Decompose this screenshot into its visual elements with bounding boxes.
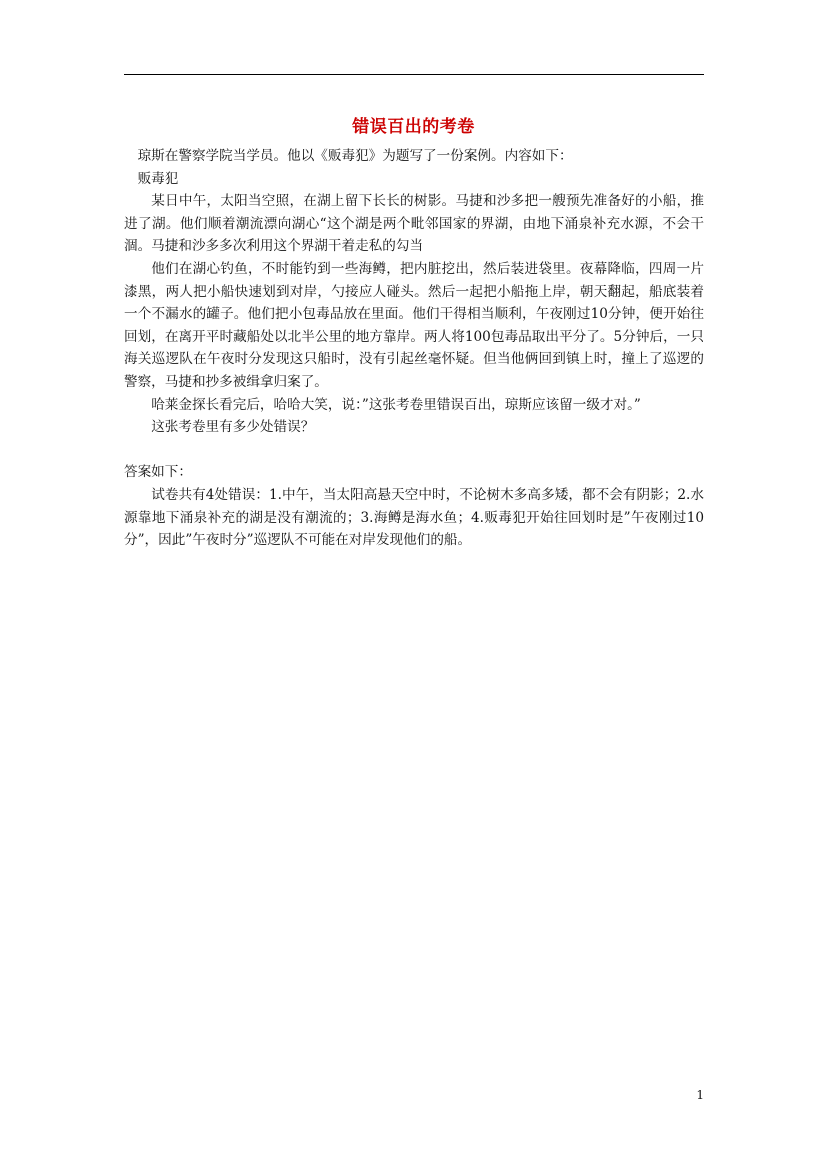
answer-paragraph: 试卷共有4处错误：1.中午，当太阳高悬天空中时，不论树木多高多矮，都不会有阴影；2.水源靠地下涌泉补充的湖是没有潮流的；3.海鳟是海水鱼；4.贩毒犯开始往回划时是”午夜刚过10分”，因此”午夜时分”巡逻队不可能在对岸发现他们的船。 (124, 486, 704, 549)
document-title: 错误百出的考卷 (352, 117, 475, 137)
story-paragraph-1: 某日中午，太阳当空照，在湖上留下长长的树影。马捷和沙多把一艘预先准备好的小船，推进了湖。他们顺着潮流漂向湖心“这个湖是两个毗邻国家的界湖，由地下涌泉补充水源，不会干涸。马捷和沙多多次利用这个界湖干着走私的勾当 (124, 193, 704, 255)
story-paragraph-2: 他们在湖心钓鱼，不时能钓到一些海鳟，把内脏挖出，然后装进袋里。夜幕降临，四周一片漆黑，两人把小船快速划到对岸，勺接应人碰头。然后一起把小船拖上岸，朝天翻起，船底装着一个不漏水的罐子。他们把小包毒品放在里面。他们干得相当顺利，午夜刚过10分钟，便开始往回划，在离开平时藏船处以北半公里的地方靠岸。两人将100包毒品取出平分了。5分钟后，一只海关巡逻队在午夜时分发现这只船时，没有引起丝毫怀疑。但当他俩回到镇上时，撞上了巡逻的警察，马捷和抄多被缉拿归案了。 (124, 260, 704, 390)
page-number: 1 (696, 1088, 704, 1102)
header-rule (124, 74, 704, 75)
answer-heading: 答案如下： (124, 464, 192, 481)
intro-paragraph: 琼斯在警察学院当学员。他以《贩毒犯》为题写了一份案例。内容如下： (137, 148, 573, 164)
document-body (124, 145, 704, 552)
story-paragraph-3: 哈莱金探长看完后，哈哈大笑，说：”这张考卷里错误百出，琼斯应该留一级才对。” (151, 396, 641, 413)
question-paragraph: 这张考卷里有多少处错误？ (151, 419, 315, 436)
paragraph-gap (124, 439, 704, 462)
story-title: 贩毒犯 (137, 170, 179, 187)
